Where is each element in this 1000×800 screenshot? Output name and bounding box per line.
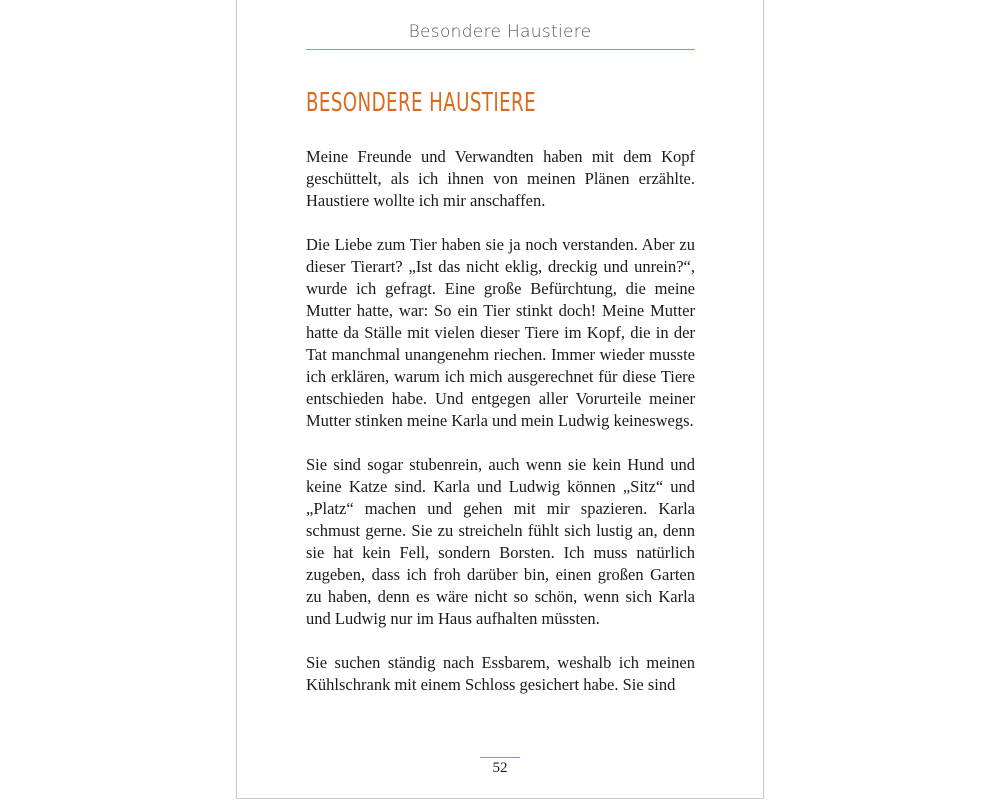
chapter-title: BESONDERE HAUSTIERE xyxy=(306,88,537,118)
paragraph-3: Sie sind sogar stubenrein, auch wenn sie kein Hund und keine Katze sind. Karla und Ludwig können „Sitz“ und „Platz“ machen und gehen mit mir spazieren. Karla schmust gerne. Sie zu streicheln fühlt sich lustig an, denn sie hat kein Fell, sondern Borsten. Ich muss natürlich zugeben, dass ich froh darüber bin, einen großen Garten zu haben, denn es wäre nicht so schön, wenn sich Karla und Ludwig nur im Haus aufhalten müssten. xyxy=(306,455,695,628)
paragraph-1: Meine Freunde und Verwandten haben mit dem Kopf geschüttelt, als ich ihnen von meinen Plänen erzählte. Haustiere wollte ich mir anschaffen. xyxy=(306,147,695,210)
paragraph-2: Die Liebe zum Tier haben sie ja noch verstanden. Aber zu dieser Tierart? „Ist das nicht eklig, dreckig und unrein?“, wurde ich gefragt. Eine große Befürchtung, die meine Mutter hatte, war: So ein Tier stinkt doch! Meine Mutter hatte da Ställe mit vielen dieser Tiere im Kopf, die in der Tat manchmal unangenehm riechen. Immer wieder musste ich erklären, warum ich mich ausgerechnet für diese Tiere entschieden habe. Und entgegen aller Vorurteile meiner Mutter stinken meine Karla und mein Ludwig keineswegs. xyxy=(306,235,695,430)
page-number: 52 xyxy=(492,760,508,776)
running-header: Besondere Haustiere xyxy=(408,22,592,42)
book-page xyxy=(236,0,764,799)
body-text xyxy=(306,146,695,718)
paragraph-4: Sie suchen ständig nach Essbarem, weshalb ich meinen Kühlschrank mit einem Schloss gesichert habe. Sie sind xyxy=(306,653,695,694)
header-divider xyxy=(306,49,695,50)
footer-divider xyxy=(480,757,520,758)
